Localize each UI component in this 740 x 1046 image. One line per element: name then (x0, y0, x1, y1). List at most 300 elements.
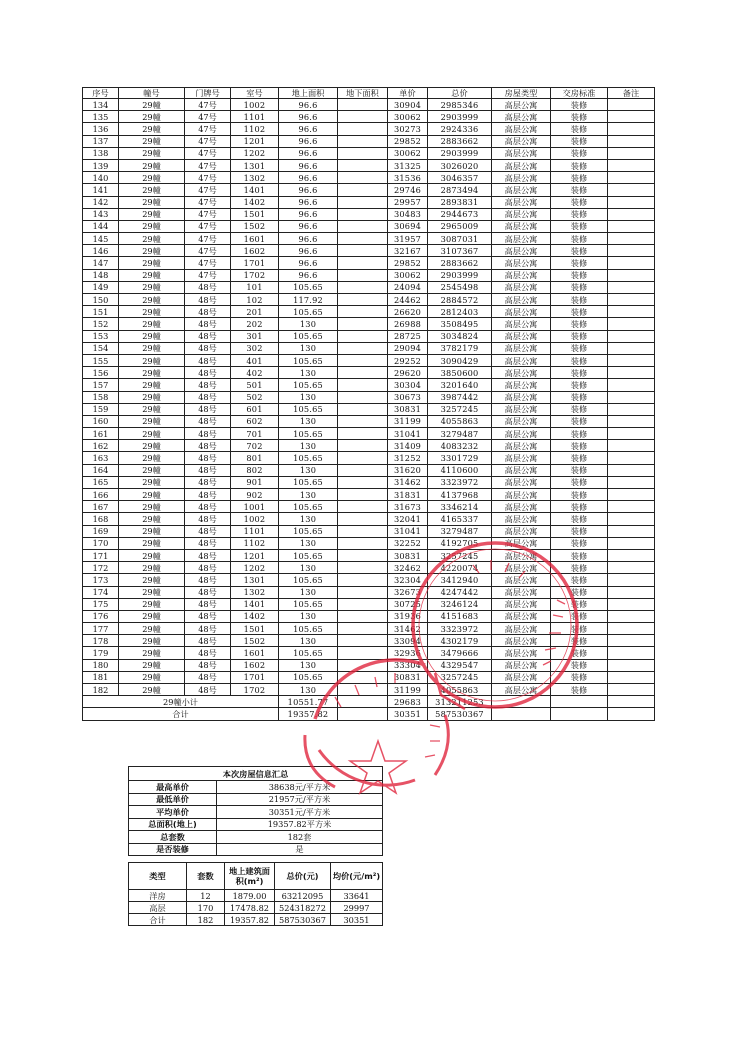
cell-underground-area (338, 269, 388, 281)
cell-underground-area (338, 659, 388, 671)
total-total-price: 587530367 (428, 708, 492, 720)
cell-seq: 166 (83, 489, 119, 501)
col-header-house-type: 房屋类型 (492, 88, 551, 99)
cell-seq: 178 (83, 635, 119, 647)
cell-underground-area (338, 354, 388, 366)
cell-room-no: 1301 (231, 574, 279, 586)
cell-unit-price: 31536 (388, 172, 428, 184)
cell-building: 29幢 (119, 428, 185, 440)
total-unit-price: 30351 (388, 708, 428, 720)
type-cell: 170 (187, 902, 225, 914)
type-cell: 63212095 (275, 890, 331, 902)
cell-total-price: 2545498 (428, 281, 492, 293)
cell-unit-price: 30062 (388, 111, 428, 123)
cell-door-no: 47号 (185, 99, 231, 111)
cell-above-ground-area: 96.6 (279, 135, 338, 147)
cell-delivery-standard: 装修 (551, 367, 608, 379)
table-row (83, 257, 655, 269)
cell-delivery-standard: 装修 (551, 574, 608, 586)
table-row (83, 135, 655, 147)
cell-building: 29幢 (119, 610, 185, 622)
cell-above-ground-area: 130 (279, 489, 338, 501)
cell-total-price: 2812403 (428, 306, 492, 318)
cell-building: 29幢 (119, 549, 185, 561)
table-row (83, 464, 655, 476)
subtotal-total-price: 313211253 (428, 696, 492, 708)
cell-room-no: 1002 (231, 99, 279, 111)
cell-unit-price: 30725 (388, 598, 428, 610)
cell-delivery-standard: 装修 (551, 671, 608, 683)
cell-remarks (608, 233, 655, 245)
cell-house-type: 高层公寓 (492, 415, 551, 427)
summary-label: 最高单价 (129, 781, 217, 794)
cell-seq: 148 (83, 269, 119, 281)
cell-total-price: 2985346 (428, 99, 492, 111)
cell-total-price: 3412940 (428, 574, 492, 586)
summary-title: 本次房屋信息汇总 (129, 767, 383, 781)
col-header-building: 幢号 (119, 88, 185, 99)
type-cell: 高层 (129, 902, 187, 914)
cell-delivery-standard: 装修 (551, 440, 608, 452)
cell-building: 29幢 (119, 415, 185, 427)
cell-room-no: 501 (231, 379, 279, 391)
cell-building: 29幢 (119, 476, 185, 488)
type-breakdown-table (128, 862, 383, 926)
cell-total-price: 3323972 (428, 476, 492, 488)
cell-remarks (608, 367, 655, 379)
type-cell: 29997 (331, 902, 383, 914)
cell-underground-area (338, 379, 388, 391)
cell-underground-area (338, 208, 388, 220)
cell-total-price: 3346214 (428, 501, 492, 513)
cell-door-no: 48号 (185, 440, 231, 452)
table-row (83, 635, 655, 647)
cell-door-no: 47号 (185, 208, 231, 220)
cell-seq: 142 (83, 196, 119, 208)
cell-house-type: 高层公寓 (492, 440, 551, 452)
cell-house-type: 高层公寓 (492, 525, 551, 537)
cell-seq: 158 (83, 391, 119, 403)
cell-house-type: 高层公寓 (492, 671, 551, 683)
cell-above-ground-area: 130 (279, 635, 338, 647)
cell-above-ground-area: 105.65 (279, 330, 338, 342)
table-row (83, 574, 655, 586)
cell-building: 29幢 (119, 501, 185, 513)
cell-door-no: 48号 (185, 549, 231, 561)
cell-delivery-standard: 装修 (551, 684, 608, 696)
table-row (83, 354, 655, 366)
cell-house-type: 高层公寓 (492, 330, 551, 342)
cell-underground-area (338, 99, 388, 111)
cell-door-no: 47号 (185, 111, 231, 123)
table-row (83, 196, 655, 208)
cell-underground-area (338, 440, 388, 452)
cell-room-no: 1202 (231, 147, 279, 159)
type-cell: 524318272 (275, 902, 331, 914)
cell-remarks (608, 159, 655, 171)
cell-unit-price: 29852 (388, 257, 428, 269)
cell-remarks (608, 281, 655, 293)
cell-underground-area (338, 294, 388, 306)
cell-remarks (608, 403, 655, 415)
cell-house-type: 高层公寓 (492, 501, 551, 513)
cell-delivery-standard: 装修 (551, 379, 608, 391)
table-row (83, 184, 655, 196)
cell-above-ground-area: 105.65 (279, 476, 338, 488)
cell-total-price: 4083232 (428, 440, 492, 452)
type-cell: 19357.82 (225, 914, 275, 926)
cell-above-ground-area: 105.65 (279, 501, 338, 513)
cell-above-ground-area: 105.65 (279, 452, 338, 464)
cell-door-no: 48号 (185, 537, 231, 549)
table-row (83, 610, 655, 622)
cell-total-price: 4247442 (428, 586, 492, 598)
cell-seq: 161 (83, 428, 119, 440)
cell-delivery-standard: 装修 (551, 647, 608, 659)
table-row (83, 306, 655, 318)
table-row (83, 111, 655, 123)
type-cell: 洋房 (129, 890, 187, 902)
cell-delivery-standard: 装修 (551, 99, 608, 111)
cell-above-ground-area: 105.65 (279, 623, 338, 635)
cell-delivery-standard: 装修 (551, 123, 608, 135)
cell-room-no: 302 (231, 342, 279, 354)
cell-house-type: 高层公寓 (492, 123, 551, 135)
cell-unit-price: 30694 (388, 220, 428, 232)
cell-unit-price: 30904 (388, 99, 428, 111)
cell-door-no: 48号 (185, 610, 231, 622)
cell-unit-price: 31957 (388, 233, 428, 245)
cell-unit-price: 31673 (388, 501, 428, 513)
cell-total-price: 2903999 (428, 111, 492, 123)
cell-room-no: 801 (231, 452, 279, 464)
cell-total-price: 3087031 (428, 233, 492, 245)
cell-room-no: 1201 (231, 549, 279, 561)
type-col-header: 类型 (129, 863, 187, 890)
table-row (83, 537, 655, 549)
cell-underground-area (338, 123, 388, 135)
cell-building: 29幢 (119, 598, 185, 610)
cell-delivery-standard: 装修 (551, 294, 608, 306)
cell-door-no: 47号 (185, 245, 231, 257)
col-header-door-no: 门牌号 (185, 88, 231, 99)
cell-delivery-standard: 装修 (551, 562, 608, 574)
cell-seq: 180 (83, 659, 119, 671)
cell-delivery-standard: 装修 (551, 598, 608, 610)
cell-room-no: 1701 (231, 671, 279, 683)
cell-house-type: 高层公寓 (492, 257, 551, 269)
cell-house-type: 高层公寓 (492, 172, 551, 184)
cell-seq: 169 (83, 525, 119, 537)
cell-building: 29幢 (119, 562, 185, 574)
cell-delivery-standard: 装修 (551, 135, 608, 147)
cell-house-type: 高层公寓 (492, 452, 551, 464)
summary-value: 19357.82平方米 (217, 818, 383, 831)
cell-house-type: 高层公寓 (492, 428, 551, 440)
cell-door-no: 48号 (185, 647, 231, 659)
cell-delivery-standard: 装修 (551, 476, 608, 488)
cell-room-no: 1602 (231, 659, 279, 671)
cell-delivery-standard: 装修 (551, 172, 608, 184)
cell-room-no: 1502 (231, 635, 279, 647)
cell-remarks (608, 135, 655, 147)
cell-above-ground-area: 96.6 (279, 269, 338, 281)
cell-building: 29幢 (119, 464, 185, 476)
cell-door-no: 48号 (185, 623, 231, 635)
cell-delivery-standard: 装修 (551, 306, 608, 318)
cell-room-no: 1601 (231, 233, 279, 245)
cell-door-no: 47号 (185, 196, 231, 208)
cell-underground-area (338, 684, 388, 696)
cell-underground-area (338, 220, 388, 232)
cell-above-ground-area: 130 (279, 684, 338, 696)
cell-underground-area (338, 172, 388, 184)
cell-underground-area (338, 184, 388, 196)
cell-delivery-standard: 装修 (551, 623, 608, 635)
cell-delivery-standard: 装修 (551, 464, 608, 476)
cell-building: 29幢 (119, 342, 185, 354)
table-header-row (83, 88, 655, 99)
cell-house-type: 高层公寓 (492, 647, 551, 659)
cell-house-type: 高层公寓 (492, 537, 551, 549)
cell-unit-price: 32041 (388, 513, 428, 525)
cell-unit-price: 31462 (388, 623, 428, 635)
summary-label: 总套数 (129, 831, 217, 844)
cell-underground-area (338, 367, 388, 379)
col-header-seq: 序号 (83, 88, 119, 99)
cell-total-price: 3301729 (428, 452, 492, 464)
cell-remarks (608, 330, 655, 342)
summary-table (128, 766, 383, 856)
type-header-row (129, 863, 383, 890)
summary-label: 最低单价 (129, 793, 217, 806)
table-row (83, 318, 655, 330)
cell-house-type: 高层公寓 (492, 489, 551, 501)
cell-room-no: 502 (231, 391, 279, 403)
cell-underground-area (338, 196, 388, 208)
cell-delivery-standard: 装修 (551, 525, 608, 537)
cell-seq: 146 (83, 245, 119, 257)
cell-door-no: 48号 (185, 415, 231, 427)
cell-room-no: 1101 (231, 525, 279, 537)
col-header-unit-price: 单价 (388, 88, 428, 99)
table-row (83, 294, 655, 306)
type-cell: 33641 (331, 890, 383, 902)
type-cell: 17478.82 (225, 902, 275, 914)
cell-remarks (608, 354, 655, 366)
cell-seq: 165 (83, 476, 119, 488)
cell-room-no: 1202 (231, 562, 279, 574)
cell-delivery-standard: 装修 (551, 257, 608, 269)
cell-door-no: 48号 (185, 671, 231, 683)
cell-delivery-standard: 装修 (551, 318, 608, 330)
cell-total-price: 3090429 (428, 354, 492, 366)
cell-unit-price: 26988 (388, 318, 428, 330)
cell-underground-area (338, 415, 388, 427)
cell-building: 29幢 (119, 684, 185, 696)
cell-remarks (608, 99, 655, 111)
cell-underground-area (338, 318, 388, 330)
type-col-header: 均价(元/m²) (331, 863, 383, 890)
cell-total-price: 4302179 (428, 635, 492, 647)
cell-room-no: 1602 (231, 245, 279, 257)
cell-delivery-standard: 装修 (551, 635, 608, 647)
cell-underground-area (338, 635, 388, 647)
cell-unit-price: 31831 (388, 489, 428, 501)
cell-seq: 174 (83, 586, 119, 598)
cell-above-ground-area: 130 (279, 513, 338, 525)
cell-room-no: 1501 (231, 623, 279, 635)
cell-building: 29幢 (119, 147, 185, 159)
table-row (83, 123, 655, 135)
cell-underground-area (338, 574, 388, 586)
cell-total-price: 2884572 (428, 294, 492, 306)
cell-unit-price: 30831 (388, 403, 428, 415)
cell-remarks (608, 428, 655, 440)
cell-underground-area (338, 135, 388, 147)
cell-door-no: 47号 (185, 172, 231, 184)
cell-total-price: 3257245 (428, 403, 492, 415)
cell-seq: 170 (83, 537, 119, 549)
cell-total-price: 2903999 (428, 147, 492, 159)
table-row (83, 452, 655, 464)
cell-above-ground-area: 130 (279, 342, 338, 354)
cell-unit-price: 29957 (388, 196, 428, 208)
total-label: 合计 (83, 708, 279, 720)
cell-remarks (608, 269, 655, 281)
cell-house-type: 高层公寓 (492, 598, 551, 610)
table-row (83, 562, 655, 574)
cell-total-price: 3257245 (428, 671, 492, 683)
table-row (83, 440, 655, 452)
cell-door-no: 48号 (185, 391, 231, 403)
type-cell: 30351 (331, 914, 383, 926)
col-header-total-price: 总价 (428, 88, 492, 99)
cell-building: 29幢 (119, 172, 185, 184)
cell-building: 29幢 (119, 452, 185, 464)
cell-underground-area (338, 513, 388, 525)
cell-door-no: 48号 (185, 489, 231, 501)
table-row (83, 671, 655, 683)
cell-underground-area (338, 257, 388, 269)
cell-total-price: 4165337 (428, 513, 492, 525)
cell-unit-price: 30062 (388, 269, 428, 281)
cell-underground-area (338, 647, 388, 659)
table-row (83, 489, 655, 501)
cell-seq: 152 (83, 318, 119, 330)
cell-seq: 153 (83, 330, 119, 342)
cell-house-type: 高层公寓 (492, 220, 551, 232)
cell-door-no: 48号 (185, 501, 231, 513)
cell-door-no: 47号 (185, 269, 231, 281)
cell-house-type: 高层公寓 (492, 306, 551, 318)
summary-value: 182套 (217, 831, 383, 844)
cell-total-price: 2883662 (428, 257, 492, 269)
cell-house-type: 高层公寓 (492, 513, 551, 525)
cell-unit-price: 33094 (388, 635, 428, 647)
cell-above-ground-area: 117.92 (279, 294, 338, 306)
table-row (83, 391, 655, 403)
cell-remarks (608, 440, 655, 452)
cell-door-no: 48号 (185, 476, 231, 488)
cell-delivery-standard: 装修 (551, 513, 608, 525)
cell-above-ground-area: 130 (279, 659, 338, 671)
cell-remarks (608, 306, 655, 318)
cell-house-type: 高层公寓 (492, 184, 551, 196)
cell-delivery-standard: 装修 (551, 659, 608, 671)
cell-unit-price: 30304 (388, 379, 428, 391)
cell-underground-area (338, 464, 388, 476)
cell-seq: 172 (83, 562, 119, 574)
cell-total-price: 2924336 (428, 123, 492, 135)
type-col-header: 地上建筑面积(m²) (225, 863, 275, 890)
cell-door-no: 48号 (185, 513, 231, 525)
cell-remarks (608, 342, 655, 354)
cell-building: 29幢 (119, 318, 185, 330)
cell-door-no: 48号 (185, 403, 231, 415)
cell-building: 29幢 (119, 513, 185, 525)
cell-total-price: 4137968 (428, 489, 492, 501)
cell-seq: 167 (83, 501, 119, 513)
type-cell: 12 (187, 890, 225, 902)
cell-seq: 154 (83, 342, 119, 354)
cell-unit-price: 31620 (388, 464, 428, 476)
cell-house-type: 高层公寓 (492, 233, 551, 245)
cell-seq: 137 (83, 135, 119, 147)
cell-building: 29幢 (119, 403, 185, 415)
cell-building: 29幢 (119, 306, 185, 318)
cell-unit-price: 32673 (388, 586, 428, 598)
table-row (83, 330, 655, 342)
table-row (83, 281, 655, 293)
cell-seq: 168 (83, 513, 119, 525)
cell-unit-price: 31409 (388, 440, 428, 452)
cell-house-type: 高层公寓 (492, 391, 551, 403)
cell-building: 29幢 (119, 159, 185, 171)
cell-delivery-standard: 装修 (551, 489, 608, 501)
cell-building: 29幢 (119, 281, 185, 293)
cell-room-no: 202 (231, 318, 279, 330)
subtotal-area: 10551.77 (279, 696, 338, 708)
cell-unit-price: 30831 (388, 549, 428, 561)
cell-total-price: 3987442 (428, 391, 492, 403)
cell-above-ground-area: 105.65 (279, 306, 338, 318)
cell-door-no: 48号 (185, 367, 231, 379)
cell-underground-area (338, 245, 388, 257)
cell-unit-price: 29094 (388, 342, 428, 354)
cell-building: 29幢 (119, 391, 185, 403)
cell-remarks (608, 196, 655, 208)
cell-building: 29幢 (119, 99, 185, 111)
cell-door-no: 48号 (185, 464, 231, 476)
cell-house-type: 高层公寓 (492, 354, 551, 366)
cell-house-type: 高层公寓 (492, 476, 551, 488)
cell-room-no: 102 (231, 294, 279, 306)
cell-above-ground-area: 105.65 (279, 598, 338, 610)
cell-above-ground-area: 130 (279, 367, 338, 379)
summary-row (129, 818, 383, 831)
cell-remarks (608, 647, 655, 659)
cell-total-price: 4055863 (428, 684, 492, 696)
cell-unit-price: 31462 (388, 476, 428, 488)
cell-door-no: 47号 (185, 123, 231, 135)
cell-door-no: 47号 (185, 135, 231, 147)
cell-remarks (608, 294, 655, 306)
cell-room-no: 1402 (231, 610, 279, 622)
cell-delivery-standard: 装修 (551, 245, 608, 257)
cell-seq: 138 (83, 147, 119, 159)
cell-room-no: 201 (231, 306, 279, 318)
